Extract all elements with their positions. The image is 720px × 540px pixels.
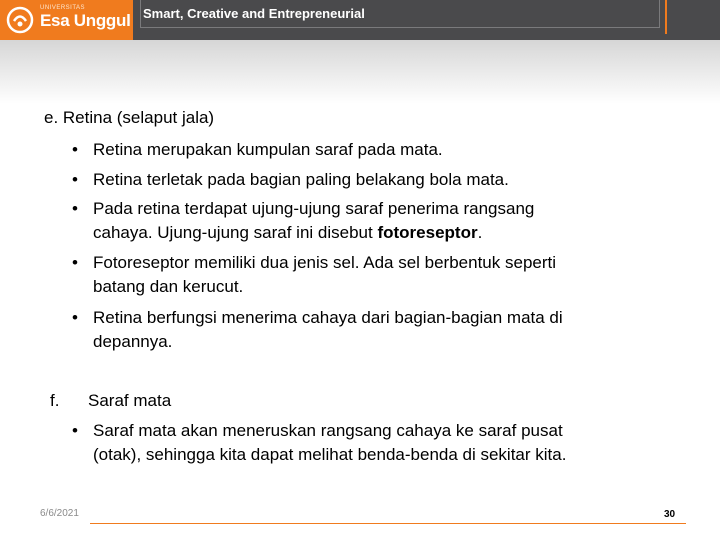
section-f-label: f. [50,391,60,410]
slide-date: 6/6/2021 [40,508,79,519]
bullet-marker: • [72,253,78,272]
bullet-marker: • [72,170,78,189]
bullet-marker: • [72,308,78,327]
bullet-marker: • [72,421,78,440]
bullet-marker: • [72,140,78,159]
logo-name: Esa Unggul [40,11,131,30]
list-item-continuation: (otak), sehingga kita dapat melihat benda-benda di sekitar kita. [93,445,567,464]
section-f-title: Saraf mata [88,391,172,410]
logo-caption: UNIVERSITAS [40,5,86,11]
bullet-marker: • [72,199,78,218]
footer-divider [90,523,686,524]
keyword-fotoreseptor: fotoreseptor [377,223,478,242]
list-item: Fotoreseptor memiliki dua jenis sel. Ada sel berbentuk seperti [93,253,557,272]
list-item-continuation: batang dan kerucut. [93,277,244,296]
section-e-title: e. Retina (selaput jala) [44,108,215,127]
list-item-continuation [93,223,482,243]
list-item: Retina berfungsi menerima cahaya dari bagian-bagian mata di [93,308,563,327]
slide-number: 30 [664,509,676,520]
list-item: Retina terletak pada bagian paling belakang bola mata. [93,170,509,189]
list-item: Retina merupakan kumpulan saraf pada mata. [93,140,443,159]
title-band [0,40,720,104]
logo-emblem-icon [6,6,34,34]
university-logo [0,0,133,40]
list-item: Saraf mata akan meneruskan rangsang cahaya ke saraf pusat [93,421,563,440]
list-item-continuation: depannya. [93,332,173,351]
tagline: Smart, Creative and Entrepreneurial [143,6,365,21]
text-span: . [477,223,483,242]
header-accent-line [665,0,667,34]
list-item: Pada retina terdapat ujung-ujung saraf penerima rangsang [93,199,535,218]
text-span: cahaya. Ujung-ujung saraf ini disebut [93,223,378,242]
